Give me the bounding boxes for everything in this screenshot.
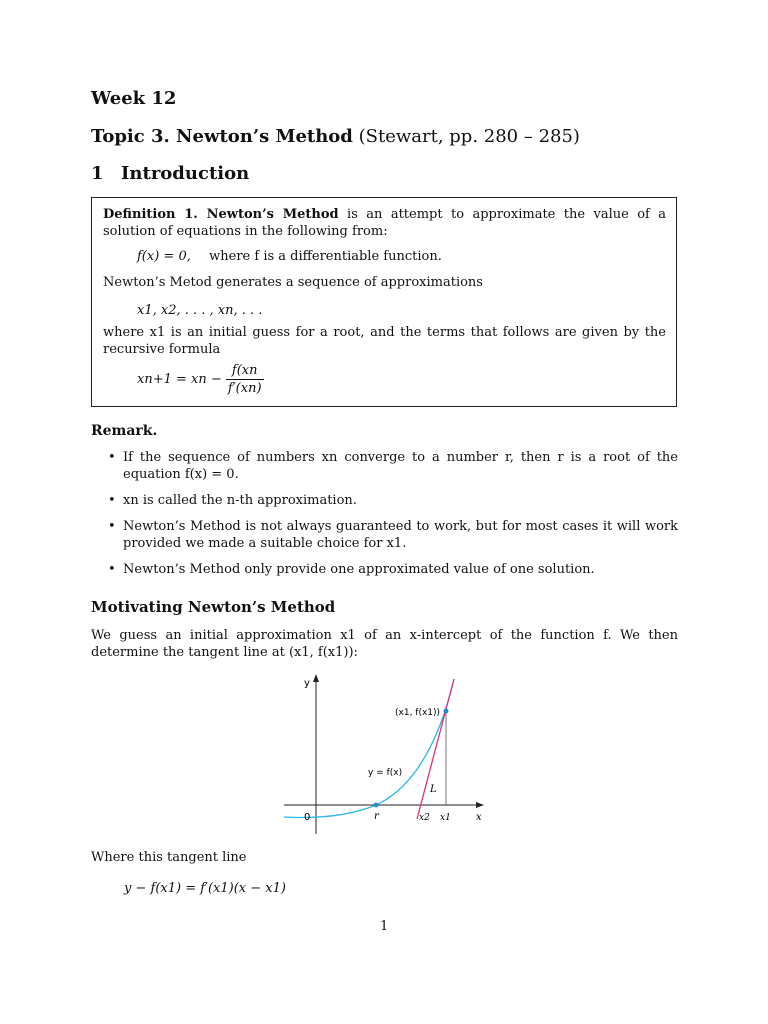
definition-equation: [137, 248, 442, 265]
root-label: r: [374, 811, 379, 822]
formula-lhs: xn+1 = xn −: [137, 372, 222, 387]
topic-heading: [91, 126, 580, 147]
x1-point: [444, 709, 449, 714]
newton-figure: [280, 670, 490, 842]
root-point: [374, 803, 379, 808]
origin-label: 0: [304, 812, 311, 823]
tangent-intro-text: Where this tangent line: [91, 850, 247, 865]
section-heading: [91, 163, 249, 184]
remark-title: Remark.: [91, 423, 158, 439]
definition-box: [91, 197, 677, 407]
tangent-equation: y − f(x1) = f′(x1)(x − x1): [124, 881, 286, 896]
curve-label: y = f(x): [368, 768, 403, 778]
tangent-label: L: [430, 784, 437, 795]
x1-label: x1: [440, 813, 451, 823]
equation-lhs: f(x) = 0,: [137, 249, 191, 264]
definition-intro: [103, 206, 666, 240]
section-title: Introduction: [121, 163, 250, 184]
equation-note: where f is a differentiable function.: [209, 249, 442, 264]
tangent-line: [417, 679, 454, 819]
week-heading: Week 12: [91, 88, 177, 109]
page-number: 1: [380, 919, 389, 934]
remark-list: [108, 449, 678, 578]
x-axis-arrow: [476, 802, 484, 808]
y-axis-label: y: [304, 678, 310, 689]
remark-item: • xn is called the n-th approximation.: [108, 492, 678, 509]
recursive-formula: [137, 362, 264, 397]
formula-fraction: [226, 362, 264, 397]
section-number: 1: [91, 163, 104, 184]
definition-label: Definition 1. Newton’s Method: [103, 207, 339, 222]
motivating-text: We guess an initial approximation x1 of an x-intercept of the function f. We then determine the tangent line at (x1, f(x1)):: [91, 628, 678, 660]
y-axis-arrow: [313, 674, 319, 682]
sequence-expression: x1, x2, . . . , xn, . . .: [137, 303, 263, 318]
formula-denominator: f′(xn): [227, 381, 262, 396]
point-label: (x1, f(x1)): [395, 708, 441, 718]
where-text: where x1 is an initial guess for a root, and the terms that follows are given by the recursive formula: [103, 325, 666, 357]
topic-title: Topic 3. Newton’s Method: [91, 126, 353, 147]
definition-intro-text: is an attempt to approximate the value of a solution of equations in the following from:: [103, 207, 666, 239]
x-axis-label: x: [476, 812, 482, 823]
motivating-heading: Motivating Newton’s Method: [91, 598, 336, 616]
function-curve: [284, 679, 454, 818]
sequence-text: Newton’s Metod generates a sequence of approximations: [103, 275, 483, 290]
x2-label: x2: [419, 813, 430, 823]
formula-numerator: f(xn: [226, 362, 264, 380]
remark-item: • Newton’s Method only provide one approximated value of one solution.: [108, 561, 678, 578]
topic-reference: (Stewart, pp. 280 – 285): [358, 126, 580, 147]
remark-item: • Newton’s Method is not always guaranteed to work, but for most cases it will work provided we made a suitable choice for x1.: [108, 518, 678, 552]
remark-item: • If the sequence of numbers xn converge to a number r, then r is a root of the equation f(x) = 0.: [108, 449, 678, 483]
